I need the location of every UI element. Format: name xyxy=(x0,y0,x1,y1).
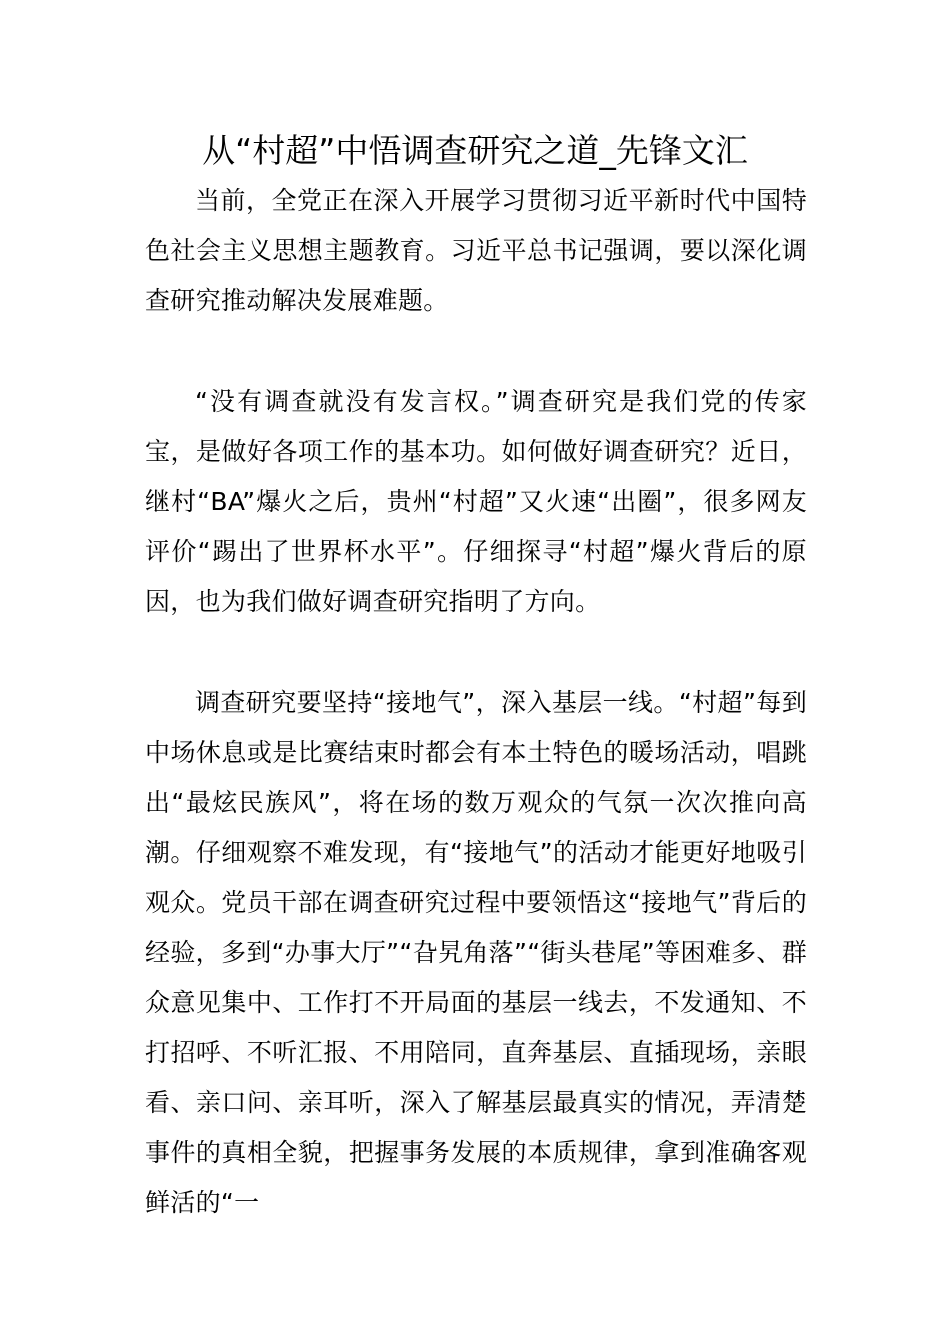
paragraph-1: 当前，全党正在深入开展学习贯彻习近平新时代中国特色社会主义思想主题教育。习近平总书记强调，要以深化调查研究推动解决发展难题。 xyxy=(145,186,807,315)
document-body xyxy=(145,176,807,1279)
document-title: 从“村超”中悟调查研究之道_先锋文汇 xyxy=(202,131,748,170)
paragraph-3: 调查研究要坚持“接地气”，深入基层一线。“村超”每到中场休息或是比赛结束时都会有本土特色的暖场活动，唱跳出“最炫民族风”，将在场的数万观众的气氛一次次推向高潮。仔细观察不难发现，有“接地气”的活动才能更好地吸引观众。党员干部在调查研究过程中要领悟这“接地气”背后的经验，多到“办事大厅”“旮旯角落”“街头巷尾”等困难多、群众意见集中、工作打不开局面的基层一线去，不发通知、不打招呼、不听汇报、不用陪同，直奔基层、直插现场，亲眼看、亲口问、亲耳听，深入了解基层最真实的情况，弄清楚事件的真相全貌，把握事务发展的本质规律，拿到准确客观鲜活的“一 xyxy=(145,688,807,1217)
paragraph-2: “没有调查就没有发言权。”调查研究是我们党的传家宝，是做好各项工作的基本功。如何做好调查研究？近日，继村“BA”爆火之后，贵州“村超”又火速“出圈”，很多网友评价“踢出了世界杯水平”。仔细探寻“村超”爆火背后的原因，也为我们做好调查研究指明了方向。 xyxy=(145,387,807,616)
